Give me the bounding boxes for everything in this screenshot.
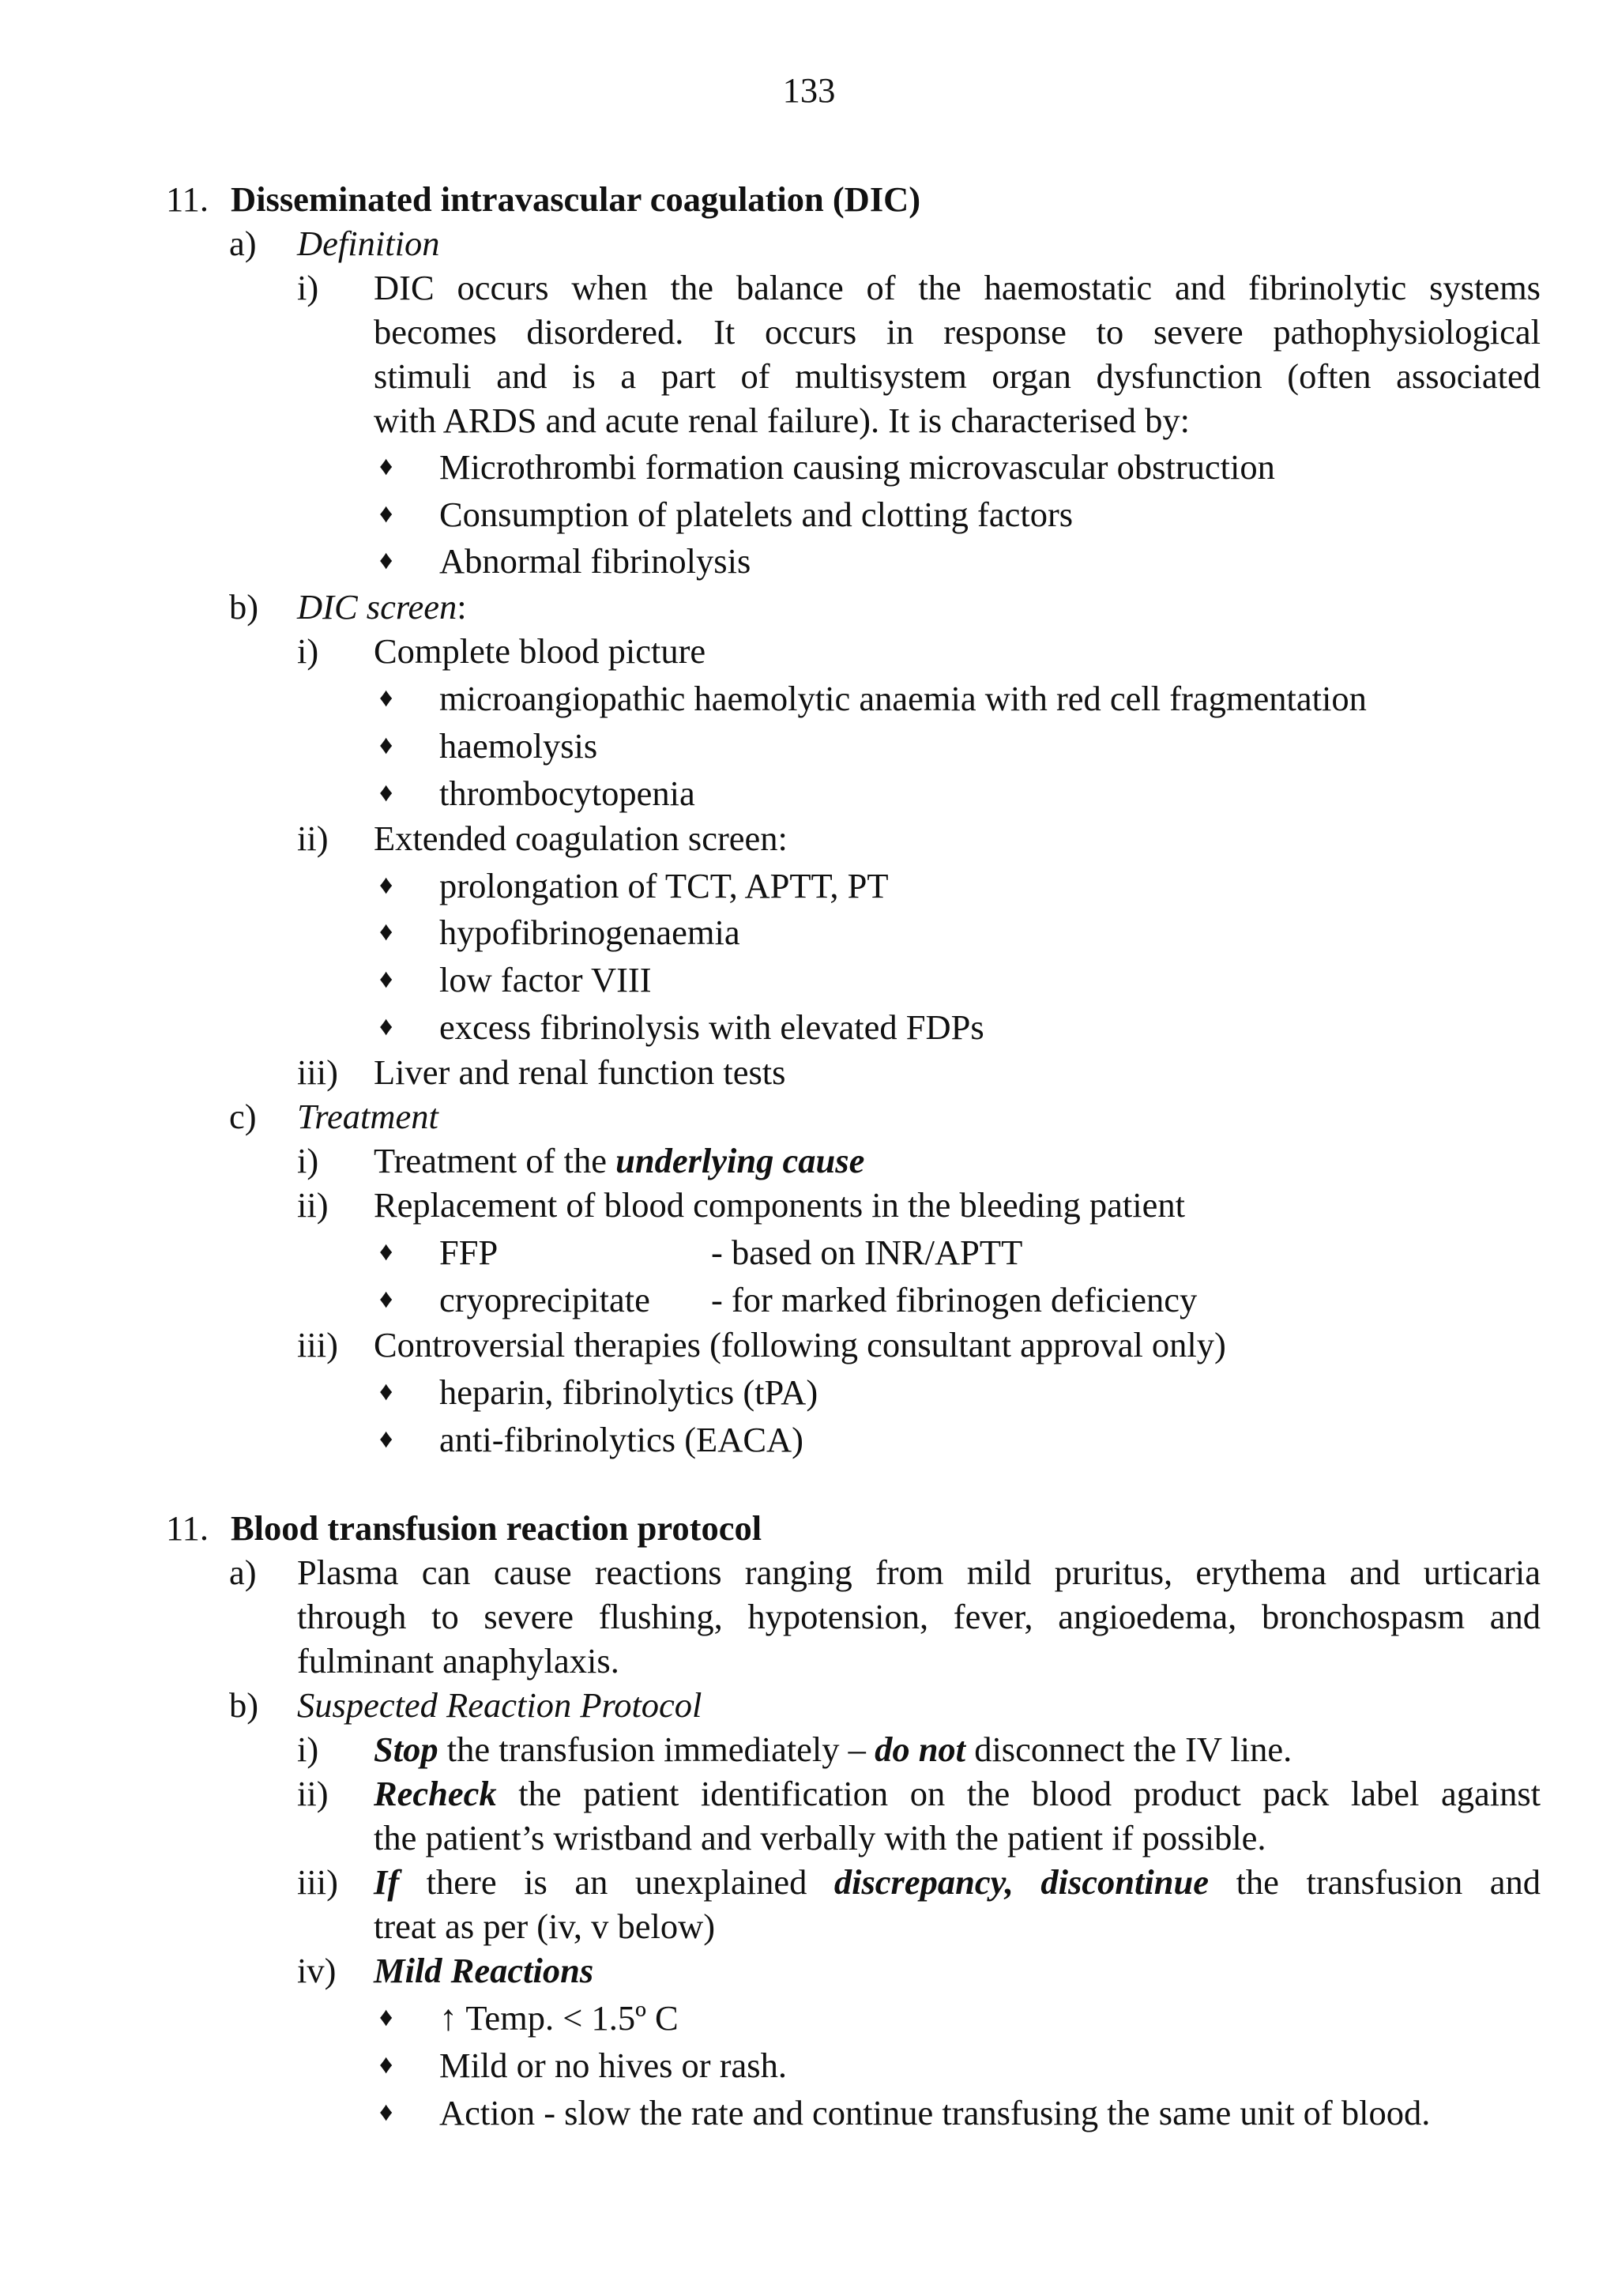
diamond-bullet-icon: ♦: [379, 452, 393, 481]
bullet-item: [439, 1996, 679, 2040]
diamond-bullet-icon: ♦: [379, 683, 393, 713]
bullet-item: haemolysis: [439, 726, 598, 766]
item-text: Extended coagulation screen:: [374, 819, 788, 858]
emphasis-discrepancy-discontinue: discrepancy, discontinue: [833, 1862, 1210, 1902]
emphasis-stop: Stop: [374, 1730, 438, 1769]
bullet-item: anti-fibrinolytics (EACA): [439, 1420, 803, 1459]
diamond-bullet-icon: ♦: [379, 546, 393, 575]
emphasis-if: If: [374, 1862, 400, 1902]
item-text: Complete blood picture: [374, 631, 706, 671]
item-label: iii): [297, 1862, 338, 1902]
section-title: Blood transfusion reaction protocol: [231, 1508, 762, 1548]
emphasis-underlying-cause: underlying cause: [615, 1141, 865, 1180]
paragraph-line: becomes disordered. It occurs in response to severe pathophysiological: [374, 312, 1541, 352]
item-text: [374, 1860, 1541, 1904]
paragraph-line: DIC occurs when the balance of the haemostatic and fibrinolytic systems: [374, 268, 1541, 307]
bullet-item: Action - slow the rate and continue transfusing the same unit of blood.: [439, 2093, 1431, 2132]
bullet-item: Microthrombi formation causing microvascular obstruction: [439, 447, 1275, 487]
item-title: Mild Reactions: [374, 1951, 594, 1990]
item-label: ii): [297, 819, 329, 858]
page-number: 133: [782, 70, 836, 110]
emphasis-do-not: do not: [875, 1730, 966, 1769]
subsection-heading: [297, 585, 467, 629]
item-text-plain: the patient identification on the blood product pack label against: [496, 1774, 1541, 1813]
item-text: Liver and renal function tests: [374, 1052, 786, 1092]
item-label: i): [297, 268, 319, 307]
item-text: Replacement of blood components in the bleeding patient: [374, 1185, 1185, 1225]
bullet-item: prolongation of TCT, APTT, PT: [439, 866, 889, 905]
item-label: ii): [297, 1185, 329, 1225]
paragraph-line: stimuli and is a part of multisystem organ dysfunction (often associated: [374, 356, 1541, 396]
item-text-plain: the transfusion immediately –: [438, 1730, 875, 1769]
bullet-item: heparin, fibrinolytics (tPA): [439, 1372, 818, 1412]
diamond-bullet-icon: ♦: [379, 2098, 393, 2127]
bullet-item: low factor VIII: [439, 960, 652, 999]
diamond-bullet-icon: ♦: [379, 871, 393, 900]
subsection-title: Treatment: [297, 1097, 438, 1136]
up-arrow-icon: ↑: [439, 1997, 457, 2038]
bullet-item-name: FFP: [439, 1233, 499, 1272]
diamond-bullet-icon: ♦: [379, 1285, 393, 1314]
bullet-item-note: - for marked fibrinogen deficiency: [711, 1280, 1198, 1319]
item-text: Controversial therapies (following consultant approval only): [374, 1325, 1226, 1364]
bullet-item: hypofibrinogenaemia: [439, 913, 740, 952]
paragraph-line: with ARDS and acute renal failure). It is characterised by:: [374, 401, 1191, 440]
item-label: i): [297, 1730, 319, 1769]
subsection-label: a): [229, 1553, 257, 1592]
diamond-bullet-icon: ♦: [379, 1012, 393, 1041]
subsection-label: b): [229, 587, 259, 627]
paragraph-line: fulminant anaphylaxis.: [297, 1641, 619, 1681]
item-text-plain: the transfusion and: [1209, 1862, 1541, 1902]
item-text: the patient’s wristband and verbally with the patient if possible.: [374, 1818, 1266, 1858]
diamond-bullet-icon: ♦: [379, 1377, 393, 1406]
bullet-item: Consumption of platelets and clotting factors: [439, 495, 1074, 534]
item-label: iii): [297, 1325, 338, 1364]
bullet-item: thrombocytopenia: [439, 773, 695, 813]
item-text: [374, 1727, 1292, 1771]
diamond-bullet-icon: ♦: [379, 499, 393, 529]
subsection-colon: :: [457, 587, 467, 627]
bullet-item-name: cryoprecipitate: [439, 1280, 650, 1319]
section-number: 11.: [166, 1508, 209, 1548]
paragraph-line: Plasma can cause reactions ranging from mild pruritus, erythema and urticaria: [297, 1553, 1541, 1592]
bullet-item-note: - based on INR/APTT: [711, 1233, 1023, 1272]
bullet-item: microangiopathic haemolytic anaemia with red cell fragmentation: [439, 679, 1367, 718]
subsection-title: Definition: [297, 224, 440, 263]
bullet-item: Abnormal fibrinolysis: [439, 541, 751, 581]
item-text: [374, 1771, 1541, 1816]
diamond-bullet-icon: ♦: [379, 1425, 393, 1454]
item-text-plain: Treatment of the: [374, 1141, 616, 1180]
bullet-item: excess fibrinolysis with elevated FDPs: [439, 1007, 984, 1047]
subsection-label: b): [229, 1685, 259, 1725]
paragraph-line: through to severe flushing, hypotension, fever, angioedema, bronchospasm and: [297, 1597, 1541, 1636]
diamond-bullet-icon: ♦: [379, 2003, 393, 2032]
item-label: i): [297, 1141, 319, 1180]
diamond-bullet-icon: ♦: [379, 2050, 393, 2080]
section-title: Disseminated intravascular coagulation (DIC): [231, 179, 921, 219]
subsection-title: Suspected Reaction Protocol: [297, 1685, 702, 1725]
item-text-plain: disconnect the IV line.: [965, 1730, 1293, 1769]
item-text: treat as per (iv, v below): [374, 1906, 716, 1946]
diamond-bullet-icon: ♦: [379, 917, 393, 947]
item-label: ii): [297, 1774, 329, 1813]
item-text-plain: there is an unexplained: [399, 1862, 834, 1902]
bullet-item: Mild or no hives or rash.: [439, 2046, 788, 2085]
emphasis-recheck: Recheck: [374, 1774, 497, 1813]
diamond-bullet-icon: ♦: [379, 778, 393, 807]
diamond-bullet-icon: ♦: [379, 965, 393, 994]
item-text: [374, 1139, 864, 1183]
diamond-bullet-icon: ♦: [379, 731, 393, 760]
subsection-label: a): [229, 224, 257, 263]
subsection-label: c): [229, 1097, 257, 1136]
diamond-bullet-icon: ♦: [379, 1237, 393, 1267]
item-label: i): [297, 631, 319, 671]
item-label: iii): [297, 1052, 338, 1092]
subsection-title: DIC screen: [297, 587, 457, 627]
item-label: iv): [297, 1951, 337, 1990]
bullet-item-text: Temp. < 1.5º C: [465, 1998, 679, 2038]
section-number: 11.: [166, 179, 209, 219]
